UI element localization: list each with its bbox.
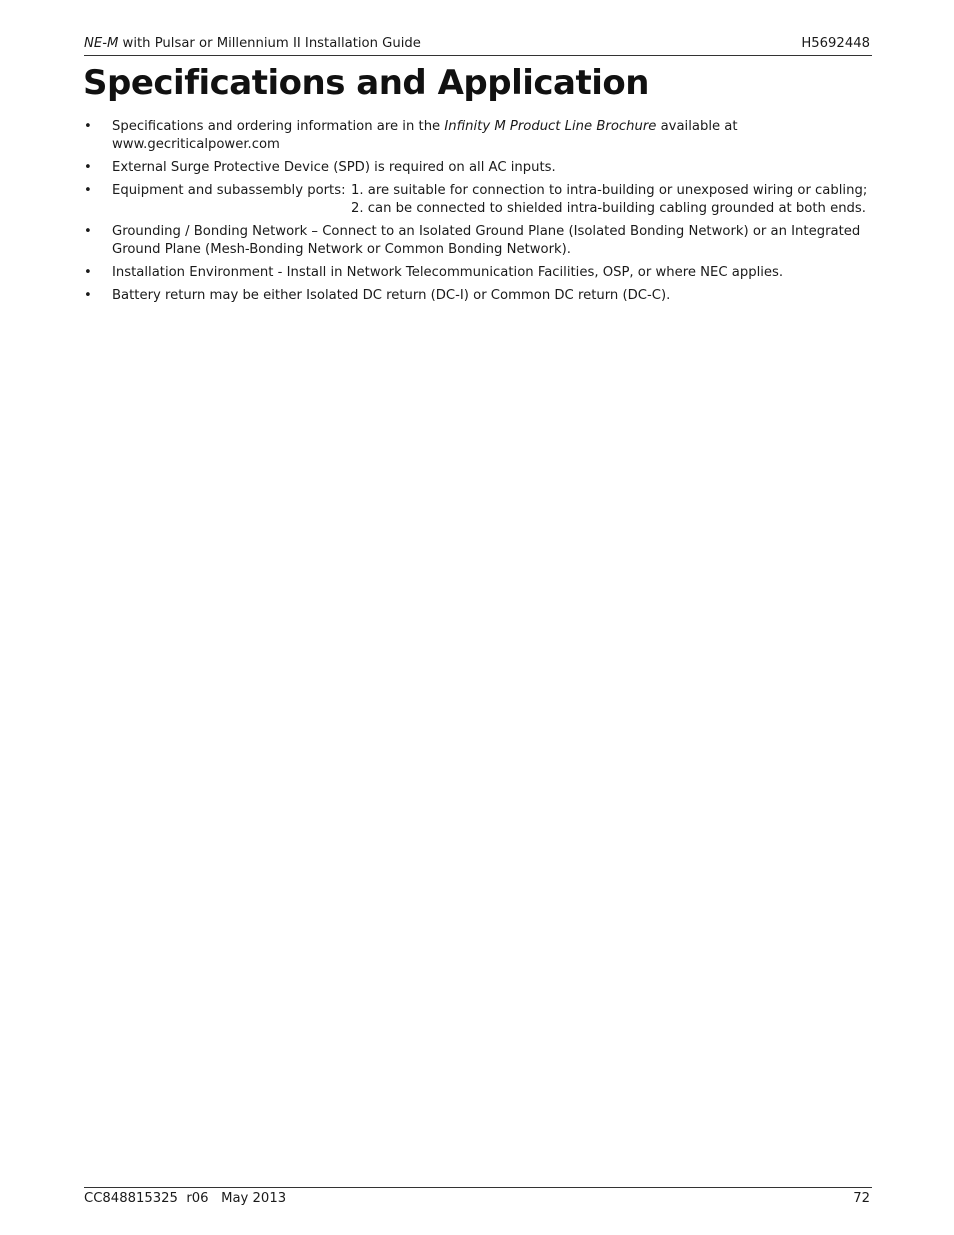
ports-row <box>112 182 874 218</box>
bullet-item-specifications <box>84 118 874 154</box>
bullet-dot-icon: • <box>84 160 92 175</box>
header-doc-title-italic: NE-M <box>84 36 119 51</box>
bullet-text-6: Battery return may be either Isolated DC return (DC-I) or Common DC return (DC-C). <box>112 288 671 303</box>
website-text: www.gecriticalpower.com <box>112 137 280 152</box>
brochure-title: Infinity M Product Line Brochure <box>444 119 657 134</box>
bullet-item-grounding <box>84 223 874 259</box>
bullet-text-2: External Surge Protective Device (SPD) is required on all AC inputs. <box>112 160 556 175</box>
bullet-dot-icon: • <box>84 224 92 239</box>
bullet-item-ports <box>84 182 874 218</box>
page-title: Specifications and Application <box>83 63 649 103</box>
footer-doc-id: CC848815325 r06 May 2013 <box>84 1191 287 1206</box>
header-doc-number: H5692448 <box>801 36 870 51</box>
header-doc-title <box>84 36 421 51</box>
page-header <box>84 35 872 56</box>
page-footer <box>84 1187 872 1206</box>
bullet-dot-icon: • <box>84 183 92 198</box>
header-doc-title-rest: with Pulsar or Millennium II Installation Guide <box>118 36 421 51</box>
ports-items <box>351 182 874 218</box>
bullet-text-1a: Specifications and ordering information are in the <box>112 119 445 134</box>
ports-label: Equipment and subassembly ports: <box>112 183 346 198</box>
bullet-text-5: Installation Environment - Install in Network Telecommunication Facilities, OSP, or where NEC applies. <box>112 265 784 280</box>
bullet-list <box>84 118 874 310</box>
bullet-item-environment <box>84 264 874 282</box>
bullet-text-1b: available at <box>656 119 738 134</box>
bullet-dot-icon: • <box>84 288 92 303</box>
bullet-dot-icon: • <box>84 119 92 134</box>
bullet-item-battery-return <box>84 287 874 305</box>
page-number: 72 <box>853 1191 870 1206</box>
bullet-text-4: Grounding / Bonding Network – Connect to an Isolated Ground Plane (Isolated Bonding Network) or an Integrated Ground Plane (Mesh-Bonding Network or Common Bonding Network). <box>112 224 861 257</box>
bullet-item-spd <box>84 159 874 177</box>
ports-item-2: 2. can be connected to shielded intra-building cabling grounded at both ends. <box>351 201 866 216</box>
ports-item-1: 1. are suitable for connection to intra-building or unexposed wiring or cabling; <box>351 183 868 198</box>
bullet-dot-icon: • <box>84 265 92 280</box>
